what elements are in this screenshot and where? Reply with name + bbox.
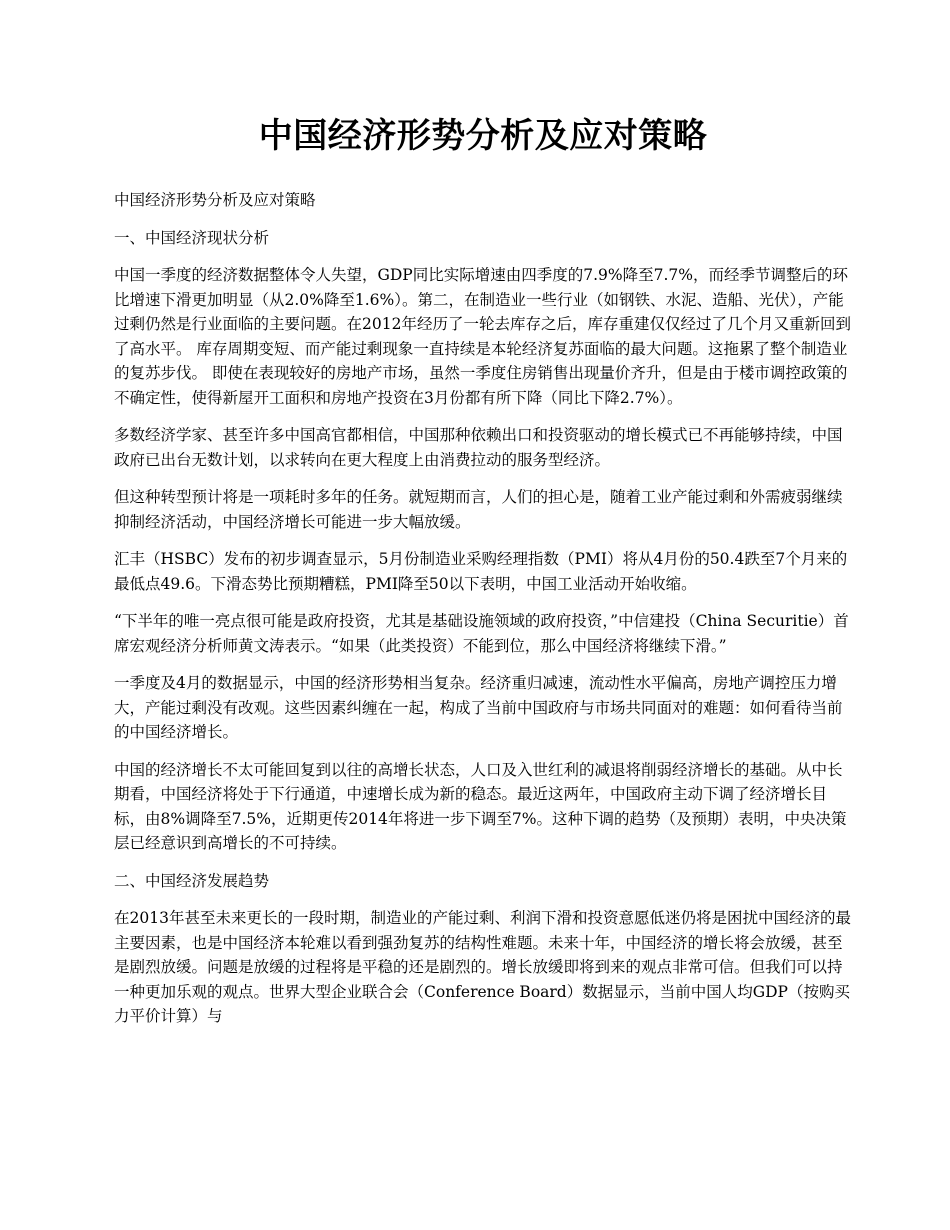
paragraph-analyst-quote: “下半年的唯一亮点很可能是政府投资，尤其是基础设施领域的政府投资，”中信建投（China Securitie）首席宏观经济分析师黄文涛表示。“如果（此类投资）不能到位，那么中国经济将继续下滑。” (114, 612, 849, 655)
paragraph-growth-target: 中国的经济增长不太可能回复到以往的高增长状态，人口及入世红利的减退将削弱经济增长的基础。从中长期看，中国经济将处于下行通道，中速增长成为新的稳态。最近这两年，中国政府主动下调了经济增长目标，由8%调降至7.5%，近期更传2014年将进一步下调至7%。这种下调的趋势（及预期）表明，中央决策层已经意识到高增长的不可持续。 (114, 760, 847, 852)
paragraph-transition: 但这种转型预计将是一项耗时多年的任务。就短期而言，人们的担心是，随着工业产能过剩和外需疲弱继续抑制经济活动，中国经济增长可能进一步大幅放缓。 (114, 488, 843, 531)
document-subtitle: 中国经济形势分析及应对策略 (114, 191, 316, 209)
paragraph-q1-april-data: 一季度及4月的数据显示，中国的经济形势相当复杂。经济重归减速，流动性水平偏高，房地产调控压力增大，产能过剩没有改观。这些因素纠缠在一起，构成了当前中国政府与市场共同面对的难题：如何看待当前的中国经济增长。 (114, 674, 843, 741)
section-heading-trends: 二、中国经济发展趋势 (114, 871, 270, 890)
paragraph-hsbc-pmi: 汇丰（HSBC）发布的初步调查显示，5月份制造业采购经理指数（PMI）将从4月份的50.4跌至7个月来的最低点49.6。下滑态势比预期糟糕，PMI降至50以下表明，中国工业活动开始收缩。 (114, 550, 848, 593)
paragraph-trends: 在2013年甚至未来更长的一段时期，制造业的产能过剩、利润下滑和投资意愿低迷仍将是困扰中国经济的最主要因素，也是中国经济本轮难以看到强劲复苏的结构性难题。未来十年，中国经济的增长将会放缓，甚至是剧烈放缓。问题是放缓的过程将是平稳的还是剧烈的。增长放缓即将到来的观点非常可信。但我们可以持一种更加乐观的观点。世界大型企业联合会（Conference Board）数据显示，当前中国人均GDP（按购买力平价计算）与 (114, 909, 851, 1025)
paragraph-growth-model: 多数经济学家、甚至许多中国高官都相信，中国那种依赖出口和投资驱动的增长模式已不再能够持续，中国政府已出台无数计划，以求转向在更大程度上由消费拉动的服务型经济。 (114, 426, 843, 469)
paragraph-q1-data: 中国一季度的经济数据整体令人失望，GDP同比实际增速由四季度的7.9%降至7.7%，而经季节调整后的环比增速下滑更加明显（从2.0%降至1.6%）。第二，在制造业一些行业（如钢铁、水泥、造船、光伏），产能过剩仍然是行业面临的主要问题。在2012年经历了一轮去库存之后，库存重建仅仅经过了几个月又重新回到了高水平。 库存周期变短、而产能过剩现象一直持续是本轮经济复苏面临的最大问题。这拖累了整个制造业的复苏步伐。 即使在表现较好的房地产市场，虽然一季度住房销售出现量价齐升，但是由于楼市调控政策的不确定性，使得新屋开工面积和房地产投资在3月份都有所下降（同比下降2.7%）。 (114, 266, 851, 407)
document-page (114, 108, 852, 1042)
document-title: 中国经济形势分析及应对策略 (258, 116, 708, 156)
section-heading-current-status: 一、中国经济现状分析 (114, 228, 270, 247)
